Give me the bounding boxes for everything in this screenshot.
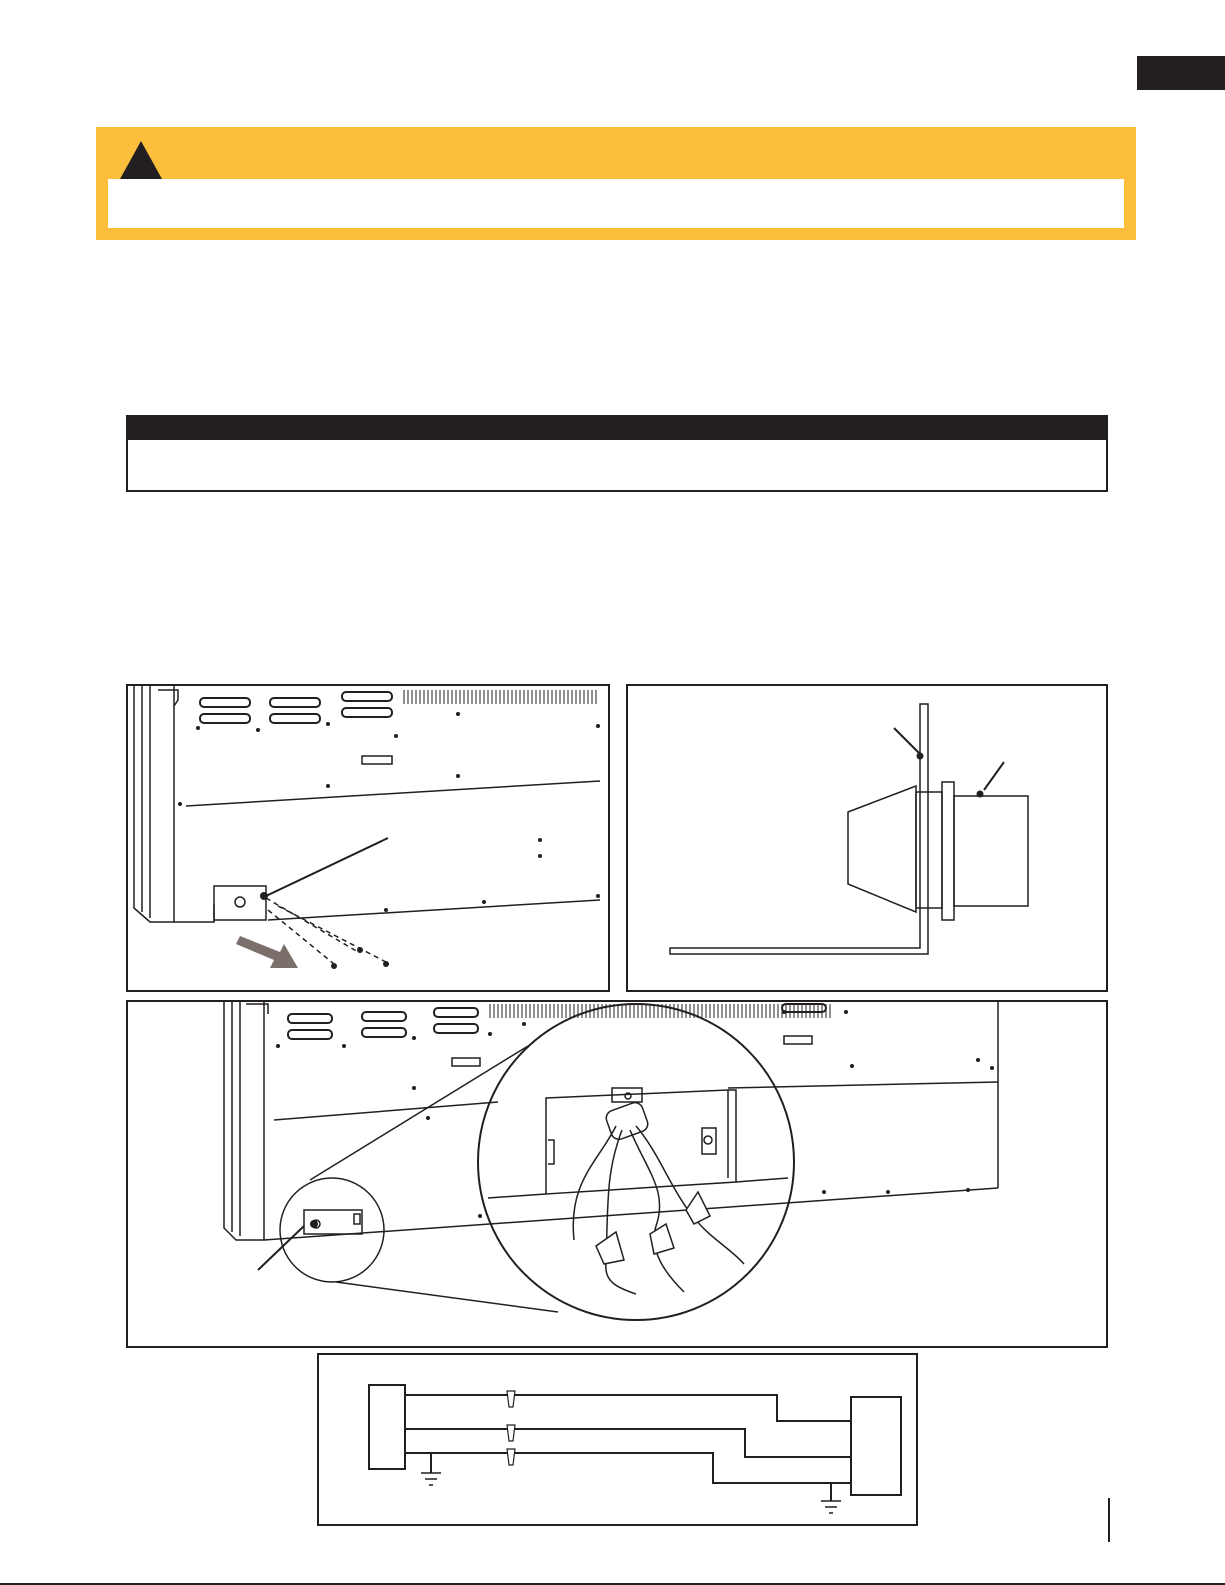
notice-box xyxy=(126,415,1108,492)
figure-junction-box-detail xyxy=(126,1000,1108,1348)
unit-terminal-block xyxy=(851,1397,901,1495)
warning-triangle-icon xyxy=(118,139,164,181)
wire-nut-icon xyxy=(507,1391,515,1407)
figure-junction-cover-removal xyxy=(126,684,610,992)
wire-nut-icon xyxy=(507,1425,515,1441)
supply-junction-block xyxy=(369,1385,405,1469)
warning-body xyxy=(108,179,1124,228)
removal-arrow-icon xyxy=(236,936,298,968)
wiring-schematic xyxy=(319,1355,916,1524)
figure-wiring-diagram xyxy=(317,1353,918,1526)
page-number-divider xyxy=(1108,1498,1110,1542)
unit-rear-drawing xyxy=(128,686,608,990)
wire-nut-icon xyxy=(507,1449,515,1465)
notice-header-bar xyxy=(128,417,1106,440)
junction-box-drawing xyxy=(128,1002,1106,1346)
warning-banner xyxy=(96,127,1136,240)
figure-knockout-section xyxy=(626,684,1108,992)
language-tab xyxy=(1137,56,1225,90)
section-drawing xyxy=(628,686,1106,990)
